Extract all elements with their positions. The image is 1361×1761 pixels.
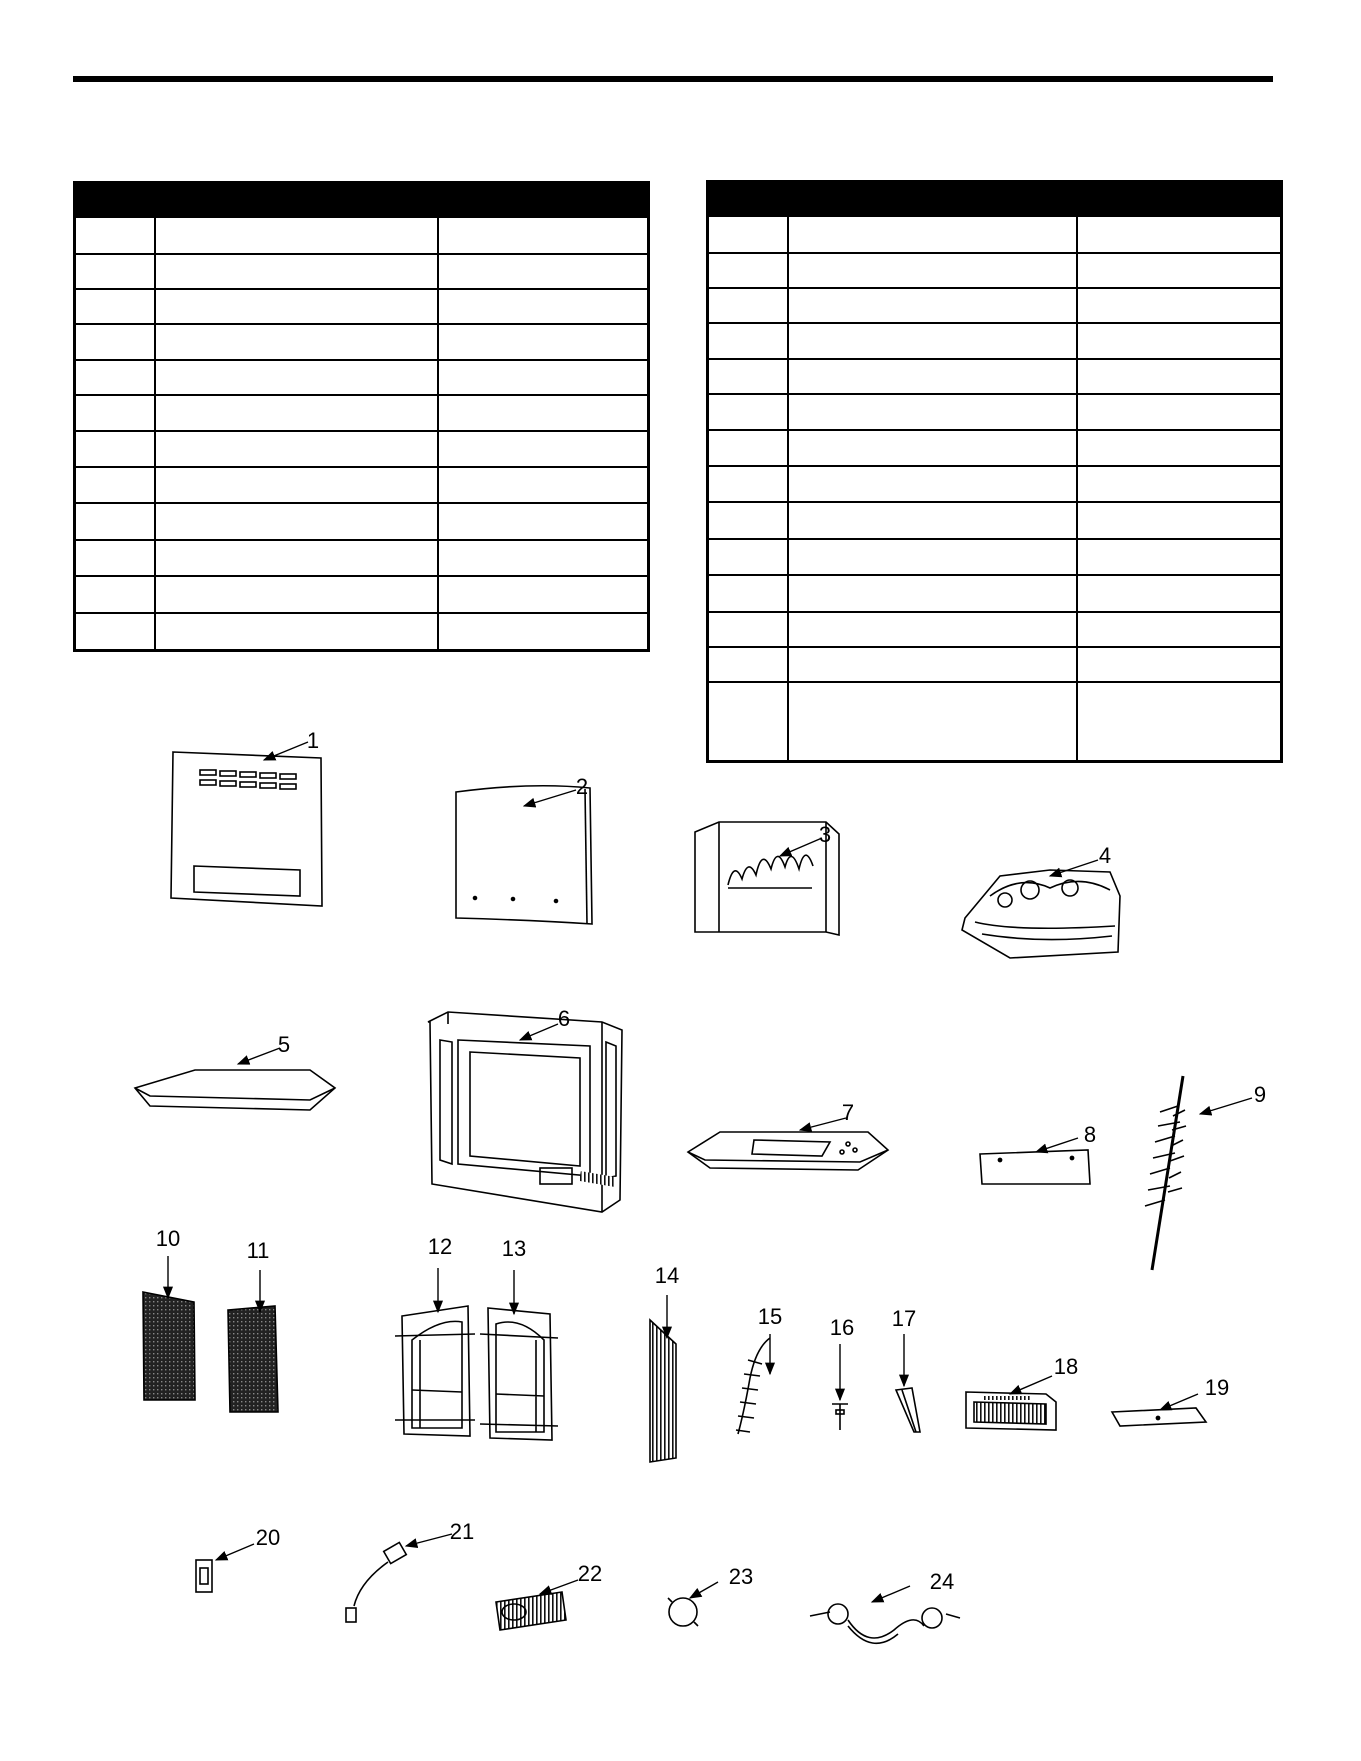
part-bracket-plate <box>980 1150 1090 1184</box>
part-firebox-frame <box>428 1012 622 1212</box>
part-base-tray <box>688 1132 888 1170</box>
callout-9: 9 <box>1253 1082 1267 1107</box>
part-clip <box>896 1388 920 1432</box>
callout-22: 22 <box>577 1561 603 1586</box>
part-wire-harness <box>810 1604 960 1643</box>
part-mesh-screen-left <box>143 1292 195 1400</box>
callout-14: 14 <box>654 1263 680 1288</box>
callout-12: 12 <box>427 1234 453 1259</box>
callout-11: 11 <box>246 1238 270 1263</box>
part-pin <box>832 1404 848 1430</box>
part-log-set <box>962 870 1120 958</box>
callout-20: 20 <box>255 1525 281 1550</box>
callout-23: 23 <box>728 1564 754 1589</box>
part-door-left <box>395 1306 475 1436</box>
callout-3: 3 <box>818 822 832 847</box>
part-power-cord <box>346 1542 406 1622</box>
callout-5: 5 <box>277 1032 291 1057</box>
part-mesh-screen-right <box>228 1306 278 1412</box>
part-vent-grille <box>650 1320 676 1462</box>
callout-4: 4 <box>1098 843 1112 868</box>
callout-16: 16 <box>829 1315 855 1340</box>
part-spring-element <box>736 1338 770 1434</box>
part-back-panel <box>171 752 322 906</box>
callout-21: 21 <box>449 1519 475 1544</box>
part-switch <box>196 1560 212 1592</box>
part-door-right <box>480 1308 558 1440</box>
part-thermostat <box>668 1598 698 1626</box>
callout-24: 24 <box>929 1569 955 1594</box>
part-blower-fan <box>496 1592 566 1630</box>
part-flame-screen <box>695 822 839 935</box>
callout-6: 6 <box>557 1006 571 1031</box>
callout-8: 8 <box>1083 1122 1097 1147</box>
callout-10: 10 <box>155 1226 181 1251</box>
callout-2: 2 <box>575 774 589 799</box>
part-curved-front-panel <box>456 786 592 924</box>
callout-7: 7 <box>841 1100 855 1125</box>
callout-17: 17 <box>891 1306 917 1331</box>
part-top-shelf <box>135 1070 335 1110</box>
callout-1: 1 <box>306 728 320 753</box>
callout-13: 13 <box>501 1236 527 1261</box>
callout-18: 18 <box>1053 1354 1079 1379</box>
part-mounting-plate <box>1112 1408 1206 1426</box>
part-light-strip <box>1145 1076 1186 1270</box>
part-heater-unit <box>966 1392 1056 1430</box>
callout-15: 15 <box>757 1304 783 1329</box>
callout-19: 19 <box>1204 1375 1230 1400</box>
